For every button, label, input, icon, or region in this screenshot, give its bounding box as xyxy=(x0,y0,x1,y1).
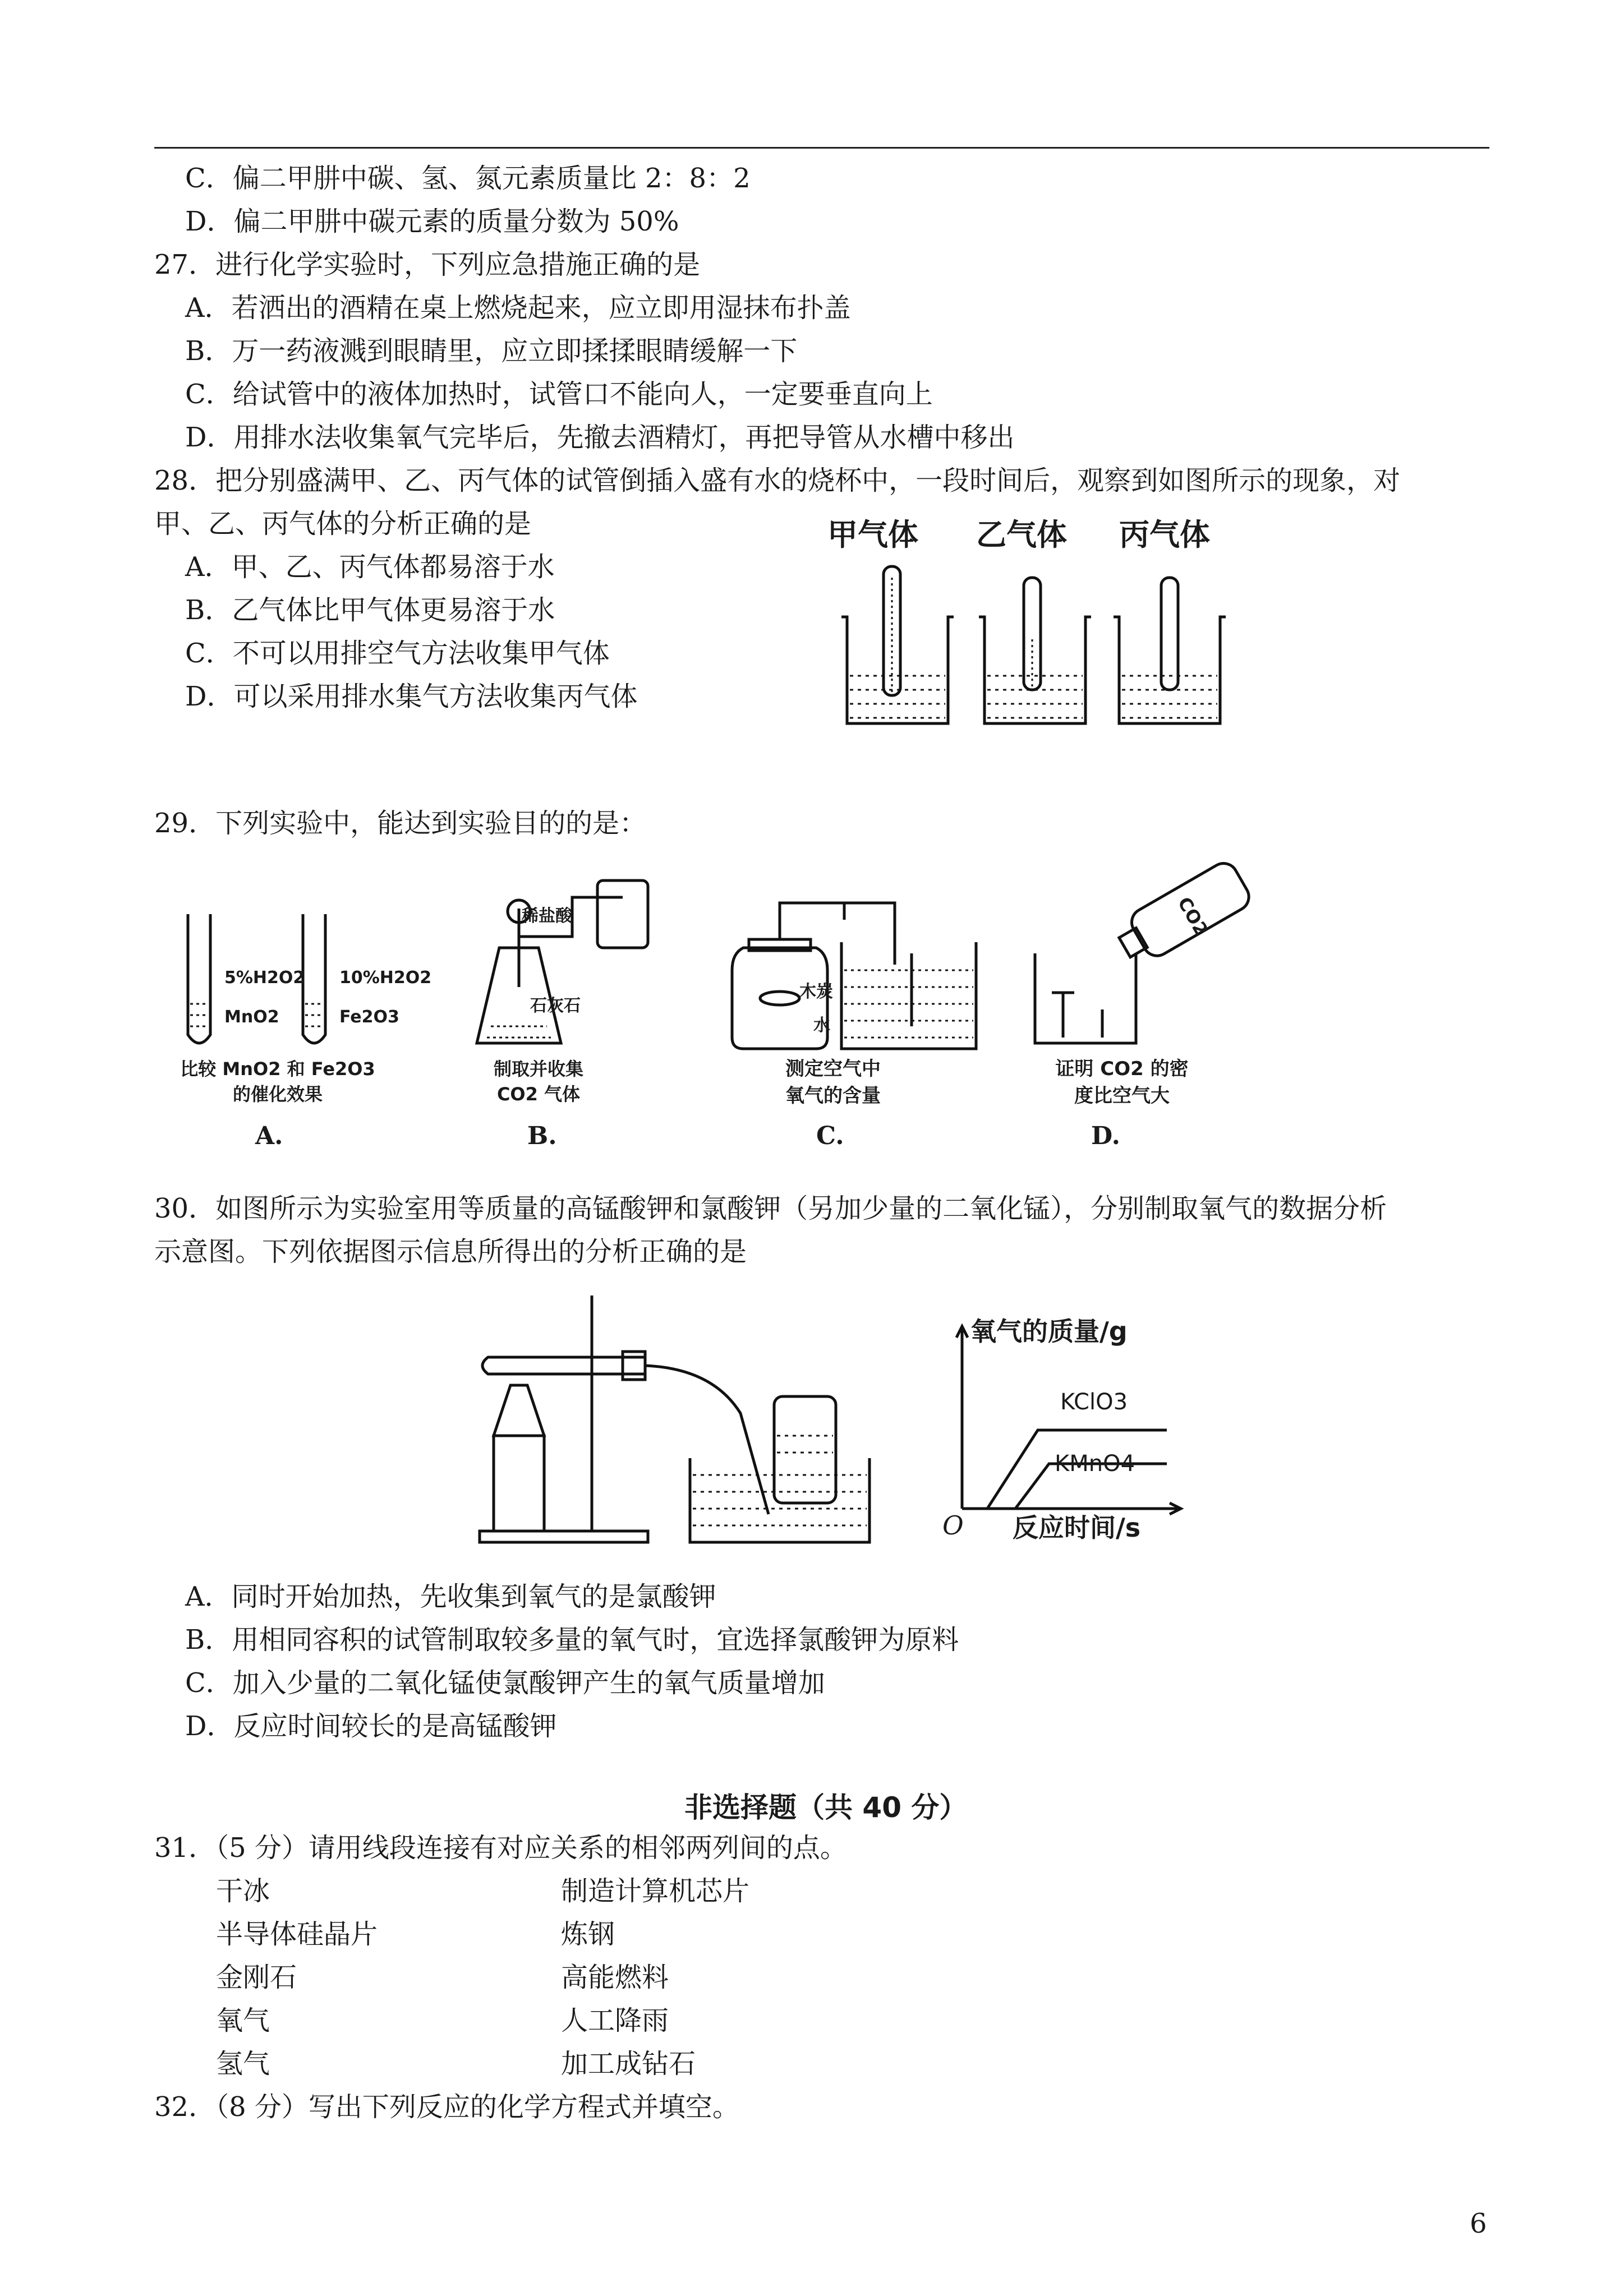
q31-left-3: 金刚石 xyxy=(216,1962,297,1993)
q30-graph-ylabel: 氧气的质量/g xyxy=(970,1316,1128,1347)
q29-fig-d-apparatus xyxy=(1029,864,1265,1054)
q29-fig-b-letter: B. xyxy=(527,1122,557,1150)
q29-fig-a-letter: A. xyxy=(255,1122,283,1150)
q31-left-5: 氢气 xyxy=(216,2048,270,2080)
q31-stem: 31．（5 分）请用线段连接有对应关系的相邻两列间的点。 xyxy=(154,1832,847,1864)
q29-stem: 29．下列实验中，能达到实验目的的是： xyxy=(154,808,647,839)
q28-label-yi: 乙气体 xyxy=(976,517,1067,552)
q31-right-3: 高能燃料 xyxy=(561,1962,669,1993)
q31-right-5: 加工成钻石 xyxy=(561,2048,696,2080)
q31-left-4: 氧气 xyxy=(216,2005,270,2036)
q28-option-c: C．不可以用排空气方法收集甲气体 xyxy=(185,638,610,669)
q28-stem-line1: 28．把分别盛满甲、乙、丙气体的试管倒插入盛有水的烧杯中，一段时间后，观察到如图所示的现象，对 xyxy=(154,465,1401,496)
q30-option-b: B．用相同容积的试管制取较多量的氧气时，宜选择氯酸钾为原料 xyxy=(185,1624,959,1656)
q29-fig-c-label-charcoal: 木炭 xyxy=(799,982,833,1002)
q26-option-c: C．偏二甲肼中碳、氢、氮元素质量比 2：8：2 xyxy=(185,163,751,194)
q30-stem-line1: 30．如图所示为实验室用等质量的高锰酸钾和氯酸钾（另加少量的二氧化锰），分别制取氧气的数据分析 xyxy=(154,1193,1387,1224)
q27-option-c: C．给试管中的液体加热时，试管口不能向人，一定要垂直向上 xyxy=(185,379,933,410)
q29-fig-c-letter: C. xyxy=(816,1122,844,1150)
q30-graph-series-kmno4: KMnO4 xyxy=(1055,1451,1135,1477)
q29-fig-b-caption1: 制取并收集 xyxy=(493,1058,583,1080)
q30-option-d: D．反应时间较长的是高锰酸钾 xyxy=(185,1711,557,1742)
q29-fig-d-caption1: 证明 CO2 的密 xyxy=(1055,1058,1189,1080)
q29-fig-c-label-water: 水 xyxy=(813,1016,830,1035)
q31-right-1: 制造计算机芯片 xyxy=(561,1875,750,1907)
q29-fig-c-apparatus xyxy=(726,886,990,1054)
q28-option-a: A．甲、乙、丙气体都易溶于水 xyxy=(185,551,555,583)
q27-stem: 27．进行化学实验时，下列应急措施正确的是 xyxy=(154,249,701,280)
q29-fig-b-label-hcl: 稀盐酸 xyxy=(522,906,572,926)
q29-fig-d-letter: D. xyxy=(1091,1122,1120,1150)
q29-fig-b-caption2: CO2 气体 xyxy=(496,1084,581,1105)
q28-label-jia: 甲气体 xyxy=(827,517,918,552)
q29-fig-c-caption2: 氧气的含量 xyxy=(785,1085,881,1107)
q31-right-4: 人工降雨 xyxy=(561,2005,669,2036)
q29-fig-a-label-fe2o3: Fe2O3 xyxy=(339,1007,399,1027)
q28-option-b: B．乙气体比甲气体更易溶于水 xyxy=(185,594,555,626)
q29-fig-d-label-co2: CO2 xyxy=(1173,893,1213,940)
q27-option-d: D．用排水法收集氧气完毕后，先撤去酒精灯，再把导管从水槽中移出 xyxy=(185,422,1015,453)
q31-right-2: 炼钢 xyxy=(561,1919,615,1950)
q28-beaker-figure xyxy=(830,555,1234,735)
q30-graph-xlabel: 反应时间/s xyxy=(1013,1513,1141,1543)
q30-graph-origin: O xyxy=(942,1510,964,1541)
q31-left-1: 干冰 xyxy=(216,1875,270,1907)
header-rule xyxy=(154,147,1489,149)
q30-graph xyxy=(954,1324,1189,1525)
q30-option-a: A．同时开始加热，先收集到氧气的是氯酸钾 xyxy=(185,1581,716,1612)
q30-option-c: C．加入少量的二氧化锰使氯酸钾产生的氧气质量增加 xyxy=(185,1667,825,1699)
q30-graph-series-kclo3: KClO3 xyxy=(1060,1389,1128,1415)
q29-fig-d-caption2: 度比空气大 xyxy=(1074,1085,1170,1107)
q29-fig-a-label-10h2o2: 10%H2O2 xyxy=(339,968,432,988)
section-title: 非选择题（共 40 分） xyxy=(684,1791,968,1824)
q29-fig-c-caption1: 测定空气中 xyxy=(785,1058,881,1080)
q30-apparatus-figure xyxy=(477,1290,942,1548)
q29-fig-b-label-limestone: 石灰石 xyxy=(530,996,581,1016)
q27-option-b: B．万一药液溅到眼睛里，应立即揉揉眼睛缓解一下 xyxy=(185,335,798,367)
q26-option-d: D．偏二甲肼中碳元素的质量分数为 50% xyxy=(185,206,679,237)
q27-option-a: A．若洒出的酒精在桌上燃烧起来，应立即用湿抹布扑盖 xyxy=(185,292,851,324)
q32-stem: 32．（8 分）写出下列反应的化学方程式并填空。 xyxy=(154,2091,739,2123)
page-number: 6 xyxy=(1470,2208,1487,2239)
q28-stem-line2: 甲、乙、丙气体的分析正确的是 xyxy=(154,508,532,540)
q31-left-2: 半导体硅晶片 xyxy=(216,1919,378,1950)
q29-fig-a-caption2: 的催化效果 xyxy=(232,1084,323,1105)
q30-stem-line2: 示意图。下列依据图示信息所得出的分析正确的是 xyxy=(154,1236,747,1267)
q28-label-bing: 丙气体 xyxy=(1119,517,1210,552)
q29-fig-a-label-5h2o2: 5%H2O2 xyxy=(224,968,305,988)
q28-option-d: D．可以采用排水集气方法收集丙气体 xyxy=(185,681,638,712)
q29-fig-a-caption1: 比较 MnO2 和 Fe2O3 xyxy=(180,1058,375,1080)
q29-fig-a-label-mno2: MnO2 xyxy=(224,1007,279,1027)
